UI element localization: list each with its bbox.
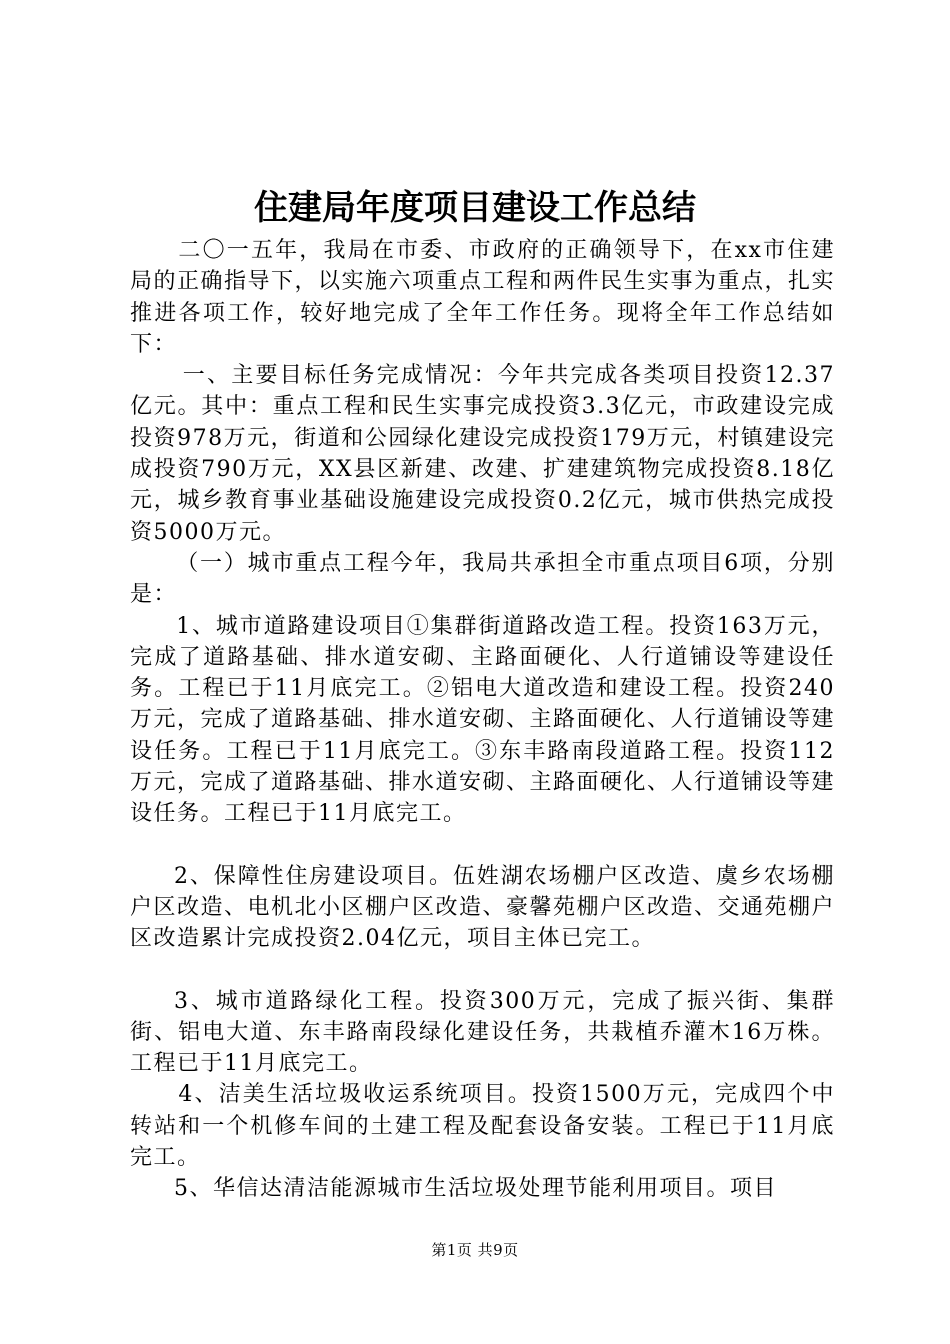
item-2-paragraph: 2、保障性住房建设项目。伍姓湖农场棚户区改造、虞乡农场棚户区改造、电机北小区棚户区改造、豪馨苑棚户区改造、交通苑棚户区改造累计完成投资2.04亿元，项目主体已完工。 — [130, 863, 836, 952]
intro-paragraph: 二〇一五年，我局在市委、市政府的正确领导下，在xx市住建局的正确指导下，以实施六项重点工程和两件民生实事为重点，扎实推进各项工作，较好地完成了全年工作任务。现将全年工作总结如下： — [130, 238, 836, 357]
section-one-paragraph: 一、主要目标任务完成情况：今年共完成各类项目投资12.37亿元。其中：重点工程和民生实事完成投资3.3亿元，市政建设完成投资978万元，街道和公园绿化建设完成投资179万元，村镇建设完成投资790万元，XX县区新建、改建、扩建建筑物完成投资8.18亿元，城乡教育事业基础设施建设完成投资0.2亿元，城市供热完成投资5000万元。 — [130, 363, 835, 545]
item-4-paragraph: 4、洁美生活垃圾收运系统项目。投资1500万元，完成四个中转站和一个机修车间的土建工程及配套设备安装。工程已于11月底完工。 — [130, 1082, 835, 1171]
document-body — [130, 235, 835, 1205]
subsection-one-paragraph: （一）城市重点工程今年，我局共承担全市重点项目6项，分别是： — [130, 550, 835, 608]
item-5-paragraph: 5、华信达清洁能源城市生活垃圾处理节能利用项目。项目 — [174, 1176, 777, 1202]
item-1-paragraph: 1、城市道路建设项目①集群街道路改造工程。投资163万元，完成了道路基础、排水道安砌、主路面硬化、人行道铺设等建设任务。工程已于11月底完工。②铝电大道改造和建设工程。投资240万元，完成了道路基础、排水道安砌、主路面硬化、人行道铺设等建设任务。工程已于11月底完工。③东丰路南段道路工程。投资112万元，完成了道路基础、排水道安砌、主路面硬化、人行道铺设等建设任务。工程已于11月底完工。 — [130, 613, 836, 827]
page-footer: 第1页 共9页 — [431, 1241, 519, 1259]
paragraph-gap — [130, 830, 835, 861]
paragraph-gap — [130, 955, 835, 986]
document-title: 住建局年度项目建设工作总结 — [254, 188, 696, 228]
item-3-paragraph: 3、城市道路绿化工程。投资300万元，完成了振兴街、集群街、铝电大道、东丰路南段绿化建设任务，共栽植乔灌木16万株。工程已于11月底完工。 — [130, 988, 835, 1077]
